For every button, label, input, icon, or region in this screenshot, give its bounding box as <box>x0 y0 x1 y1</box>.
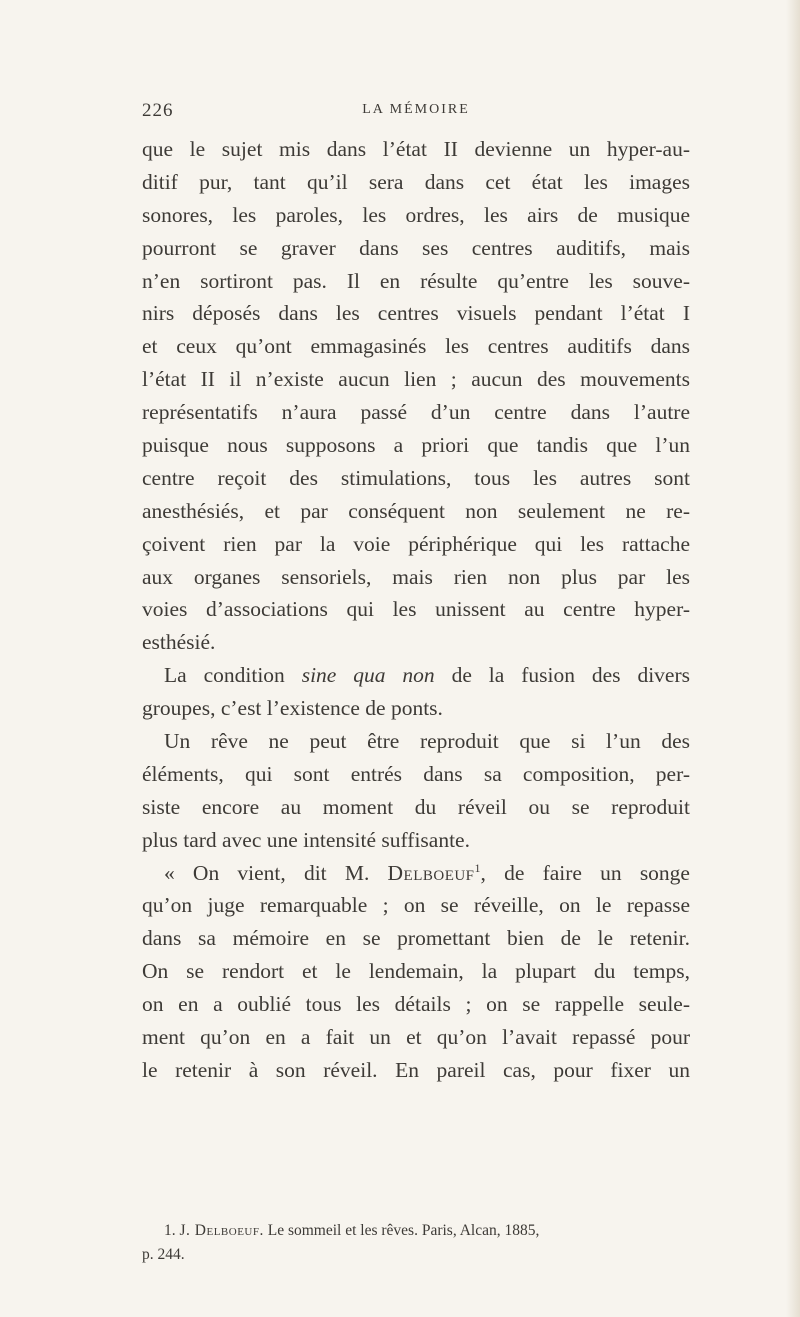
page-edge-shadow <box>786 0 800 1317</box>
text-line: aux organes sensoriels, mais rien non plus par les <box>142 564 690 589</box>
text-line: qu’on juge remarquable ; on se réveille, on le repasse <box>142 893 690 918</box>
cited-author: Delboeuf <box>387 860 475 885</box>
text-line: et ceux qu’ont emmagasinés les centres auditifs dans <box>142 334 690 359</box>
text-run: « On vient, dit M. <box>164 860 388 885</box>
footnote-line <box>142 1219 690 1243</box>
text-line: ment qu’on en a fait un et qu’on l’avait repassé pour <box>142 1025 690 1050</box>
footnote-author: J. Delboeuf. <box>179 1222 264 1239</box>
running-title: LA MÉMOIRE <box>362 102 470 117</box>
text-line: anesthésiés, et par conséquent non seulement ne re- <box>142 498 690 523</box>
footnote-text: Le sommeil et les rêves. Paris, Alcan, 1885, <box>263 1222 540 1239</box>
text-run: de la fusion des divers <box>434 663 690 688</box>
text-line: siste encore au moment du réveil ou se reproduit <box>142 794 690 819</box>
text-line: çoivent rien par la voie périphérique qui les rattache <box>142 531 690 556</box>
paragraph-first-line <box>142 659 690 692</box>
footnote <box>142 1219 690 1267</box>
page-number: 226 <box>142 100 174 121</box>
text-line: voies d’associations qui les unissent au centre hyper- <box>142 597 690 622</box>
text-line: esthésié. <box>142 630 216 655</box>
footnote-reference[interactable]: 1 <box>474 860 481 875</box>
latin-phrase: sine qua non <box>301 663 435 688</box>
text-line: n’en sortiront pas. Il en résulte qu’entre les souve- <box>142 268 690 293</box>
text-line: que le sujet mis dans l’état II devienne un hyper-au- <box>142 137 690 161</box>
page-header <box>142 100 690 124</box>
text-line: représentatifs n’aura passé d’un centre dans l’autre <box>142 400 690 425</box>
text-line: On se rendort et le lendemain, la plupart du temps, <box>142 959 690 984</box>
text-line: dans sa mémoire en se promettant bien de le retenir. <box>142 926 690 951</box>
footnote-marker: 1. <box>164 1222 176 1239</box>
footnote-line: p. 244. <box>142 1246 185 1263</box>
text-line: centre reçoit des stimulations, tous les autres sont <box>142 465 690 490</box>
text-line: plus tard avec une intensité suffisante. <box>142 827 470 852</box>
text-line: éléments, qui sont entrés dans sa composition, per- <box>142 761 690 786</box>
text-line: on en a oublié tous les détails ; on se rappelle seule- <box>142 992 690 1017</box>
quote-first-line <box>142 857 690 890</box>
text-line: puisque nous supposons a priori que tandis que l’un <box>142 433 690 458</box>
text-line: ditif pur, tant qu’il sera dans cet état les images <box>142 169 690 194</box>
text-run: La condition <box>164 663 302 688</box>
text-line: sonores, les paroles, les ordres, les airs de musique <box>142 202 690 227</box>
text-line: l’état II il n’existe aucun lien ; aucun des mouvements <box>142 367 690 392</box>
text-line: le retenir à son réveil. En pareil cas, pour fixer un <box>142 1057 690 1082</box>
text-line: pourront se graver dans ses centres auditifs, mais <box>142 235 690 260</box>
text-line: groupes, c’est l’existence de ponts. <box>142 696 443 721</box>
paragraph-first-line: Un rêve ne peut être reproduit que si l’un des <box>164 729 690 754</box>
text-line: nirs déposés dans les centres visuels pendant l’état I <box>142 301 690 326</box>
text-run: , de faire un songe <box>480 860 690 885</box>
body-text <box>142 133 690 1087</box>
